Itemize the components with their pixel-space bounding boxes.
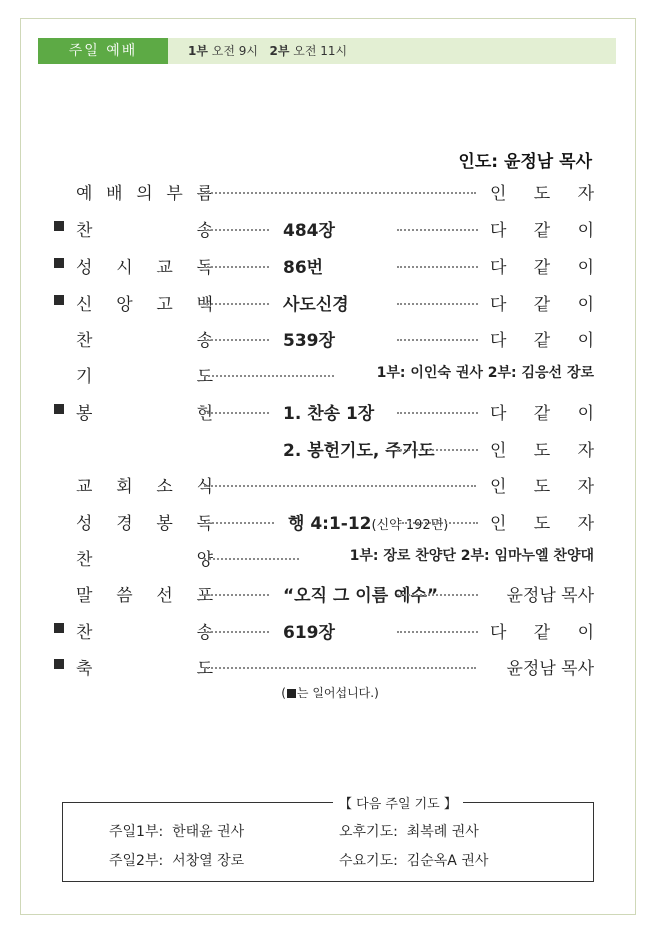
standing-square-icon xyxy=(54,258,64,268)
order-label: 예 배 의 부 름 xyxy=(76,184,213,204)
dotted-leader xyxy=(397,594,478,596)
prayer-entry: 주일2부: 서창열 장로 xyxy=(109,853,245,869)
order-row xyxy=(48,213,594,241)
service-times xyxy=(188,38,347,64)
order-row xyxy=(48,506,594,534)
order-row xyxy=(48,578,594,606)
standing-note xyxy=(0,684,660,701)
order-detail: 1부: 이인숙 권사 2부: 김응선 장로 xyxy=(376,365,594,381)
dotted-leader xyxy=(204,229,269,231)
order-leader: 다 같 이 xyxy=(490,404,594,424)
order-leader: 윤정남 목사 xyxy=(506,586,594,606)
order-label: 기 도 xyxy=(76,367,213,387)
order-label: 성 경 봉 독 xyxy=(76,514,213,534)
service1-label: 1부 xyxy=(188,44,208,58)
dotted-leader xyxy=(204,192,476,194)
order-leader: 인 도 자 xyxy=(490,477,594,497)
dotted-leader xyxy=(204,339,269,341)
dotted-leader xyxy=(397,412,478,414)
dotted-leader xyxy=(204,303,269,305)
dotted-leader xyxy=(397,339,478,341)
order-row xyxy=(48,359,594,387)
standing-square-icon xyxy=(54,659,64,669)
order-label: 찬 송 xyxy=(76,623,213,643)
order-label: 축 도 xyxy=(76,659,213,679)
order-leader: 인 도 자 xyxy=(490,514,594,534)
dotted-leader xyxy=(397,449,478,451)
order-leader: 다 같 이 xyxy=(490,331,594,351)
dotted-leader xyxy=(402,522,478,524)
dotted-leader xyxy=(397,266,478,268)
dotted-leader xyxy=(397,303,478,305)
order-content: 619장 xyxy=(283,623,335,643)
dotted-leader xyxy=(204,667,476,669)
dotted-leader xyxy=(204,631,269,633)
dotted-leader xyxy=(204,375,334,377)
order-row xyxy=(48,615,594,643)
note-text: 는 일어섭니다.) xyxy=(296,686,379,700)
dotted-leader xyxy=(204,266,269,268)
order-content: 2. 봉헌기도, 주기도 xyxy=(283,441,435,461)
order-content: 484장 xyxy=(283,221,335,241)
order-content: 사도신경 xyxy=(283,295,349,315)
order-leader: 다 같 이 xyxy=(490,623,594,643)
dotted-leader xyxy=(204,558,299,560)
service-header xyxy=(38,38,616,64)
order-content: 539장 xyxy=(283,331,335,351)
order-row xyxy=(48,176,594,204)
order-content: 86번 xyxy=(283,258,324,278)
standing-square-icon xyxy=(54,623,64,633)
service2-time: 오전 11시 xyxy=(293,44,348,58)
order-content: 1. 찬송 1장 xyxy=(283,404,375,424)
service-title: 주일 예배 xyxy=(38,38,168,64)
order-label: 찬 송 xyxy=(76,221,213,241)
service1-time: 오전 9시 xyxy=(211,44,259,58)
order-leader: 윤정남 목사 xyxy=(506,659,594,679)
dotted-leader xyxy=(204,594,269,596)
next-week-prayer-box xyxy=(62,797,594,882)
order-content: 행 4:1-12(신약 192면) xyxy=(288,514,449,534)
order-leader: 다 같 이 xyxy=(490,221,594,241)
order-row xyxy=(48,323,594,351)
order-row xyxy=(48,396,594,424)
order-label: 찬 양 xyxy=(76,550,213,570)
order-label: 신 앙 고 백 xyxy=(76,295,213,315)
order-detail: 1부: 장로 찬양단 2부: 임마누엘 찬양대 xyxy=(349,548,594,564)
officiant: 인도: 윤정남 목사 xyxy=(458,152,592,172)
order-row xyxy=(48,433,594,461)
order-leader: 인 도 자 xyxy=(490,441,594,461)
dotted-leader xyxy=(204,522,274,524)
order-label: 교 회 소 식 xyxy=(76,477,213,497)
dotted-leader xyxy=(204,412,269,414)
dotted-leader xyxy=(397,229,478,231)
order-row xyxy=(48,469,594,497)
order-leader: 다 같 이 xyxy=(490,295,594,315)
standing-square-icon xyxy=(54,221,64,231)
standing-square-icon xyxy=(54,295,64,305)
order-row xyxy=(48,250,594,278)
order-row xyxy=(48,287,594,315)
service2-label: 2부 xyxy=(269,44,290,58)
order-label: 성 시 교 독 xyxy=(76,258,213,278)
square-icon xyxy=(287,689,296,698)
order-label: 말 씀 선 포 xyxy=(76,586,213,606)
standing-square-icon xyxy=(54,404,64,414)
prayer-entry: 오후기도: 최복례 권사 xyxy=(339,824,479,840)
prayer-box-title: 【 다음 주일 기도 】 xyxy=(333,793,463,812)
note-open: ( xyxy=(281,686,286,700)
dotted-leader xyxy=(204,485,476,487)
order-content: “오직 그 이름 예수” xyxy=(283,586,439,606)
dotted-leader xyxy=(397,631,478,633)
prayer-entry: 주일1부: 한태윤 권사 xyxy=(109,824,245,840)
order-row xyxy=(48,542,594,570)
order-label: 봉 헌 xyxy=(76,404,213,424)
prayer-entry: 수요기도: 김순옥A 권사 xyxy=(339,853,489,869)
order-label: 찬 송 xyxy=(76,331,213,351)
order-row xyxy=(48,651,594,679)
order-leader: 다 같 이 xyxy=(490,258,594,278)
order-leader: 인 도 자 xyxy=(490,184,594,204)
